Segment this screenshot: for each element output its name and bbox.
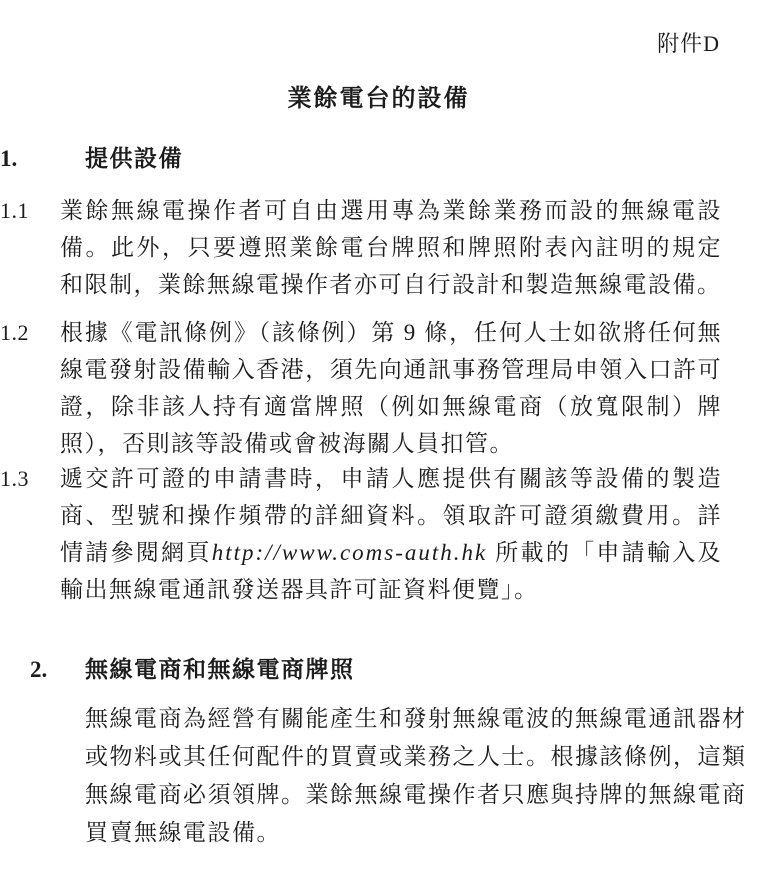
section-1-heading: [0, 144, 722, 174]
clause-1-3-number: 1.3: [0, 466, 29, 491]
clause-1-1-text: [60, 192, 722, 303]
text-line: 業餘無線電操作者可自由選用專為業餘業務而設的無線電設: [60, 198, 722, 223]
text-line: 無線電商為經營有關能產生和發射無線電波的無線電通訊器材: [85, 706, 747, 731]
text-line: 證，除非該人持有適當牌照（例如無線電商（放寬限制）牌: [60, 394, 722, 419]
text-line: 買賣無線電設備。: [85, 820, 281, 845]
clause-1-3: [0, 460, 722, 608]
page-title: 業餘電台的設備: [287, 86, 470, 112]
attachment-label: 附件D: [657, 31, 720, 56]
url-text: http://www.coms-auth.hk: [211, 540, 488, 565]
clause-1-1: [0, 192, 722, 303]
clause-1-1-number: 1.1: [0, 198, 29, 223]
section-2-title: 無線電商和無線電商牌照: [85, 657, 355, 682]
clause-1-2-text: [60, 314, 722, 462]
clause-1-2: [0, 314, 722, 462]
text-line: 照），否則該等設備或會被海關人員扣管。: [60, 431, 514, 456]
text-line: 備。此外，只要遵照業餘電台牌照和牌照附表內註明的規定: [60, 235, 722, 260]
text-line: [60, 534, 722, 571]
text-line: 遞交許可證的申請書時，申請人應提供有關該等設備的製造: [60, 466, 722, 491]
text-line: 和限制，業餘無線電操作者亦可自行設計和製造無線電設備。: [60, 272, 722, 297]
text-line: 商、型號和操作頻帶的詳細資料。領取許可證須繳費用。詳: [60, 503, 722, 528]
clause-1-2-number: 1.2: [0, 320, 29, 345]
text-line: 或物料或其任何配件的買賣或業務之人士。根據該條例，這類: [85, 744, 747, 769]
section-1-number: 1.: [0, 146, 18, 171]
clause-1-3-text: [60, 460, 722, 608]
section-1-title: 提供設備: [85, 146, 183, 171]
text-line: 無線電商必須領牌。業餘無線電操作者只應與持牌的無線電商: [85, 782, 747, 807]
text-line: 線電發射設備輸入香港，須先向通訊事務管理局申領入口許可: [60, 357, 722, 382]
section-2-number: 2.: [30, 657, 48, 682]
text-segment: 所載的「申請輸入及: [487, 540, 723, 565]
section-2-paragraph: [85, 700, 747, 852]
text-segment: 情請參閱網頁: [60, 540, 212, 565]
section-2-heading: [0, 655, 722, 685]
text-line: 輸出無線電通訊發送器具許可証資料便覽」。: [60, 577, 539, 602]
text-line: 根據《電訊條例》（該條例）第 9 條，任何人士如欲將任何無: [60, 320, 722, 345]
